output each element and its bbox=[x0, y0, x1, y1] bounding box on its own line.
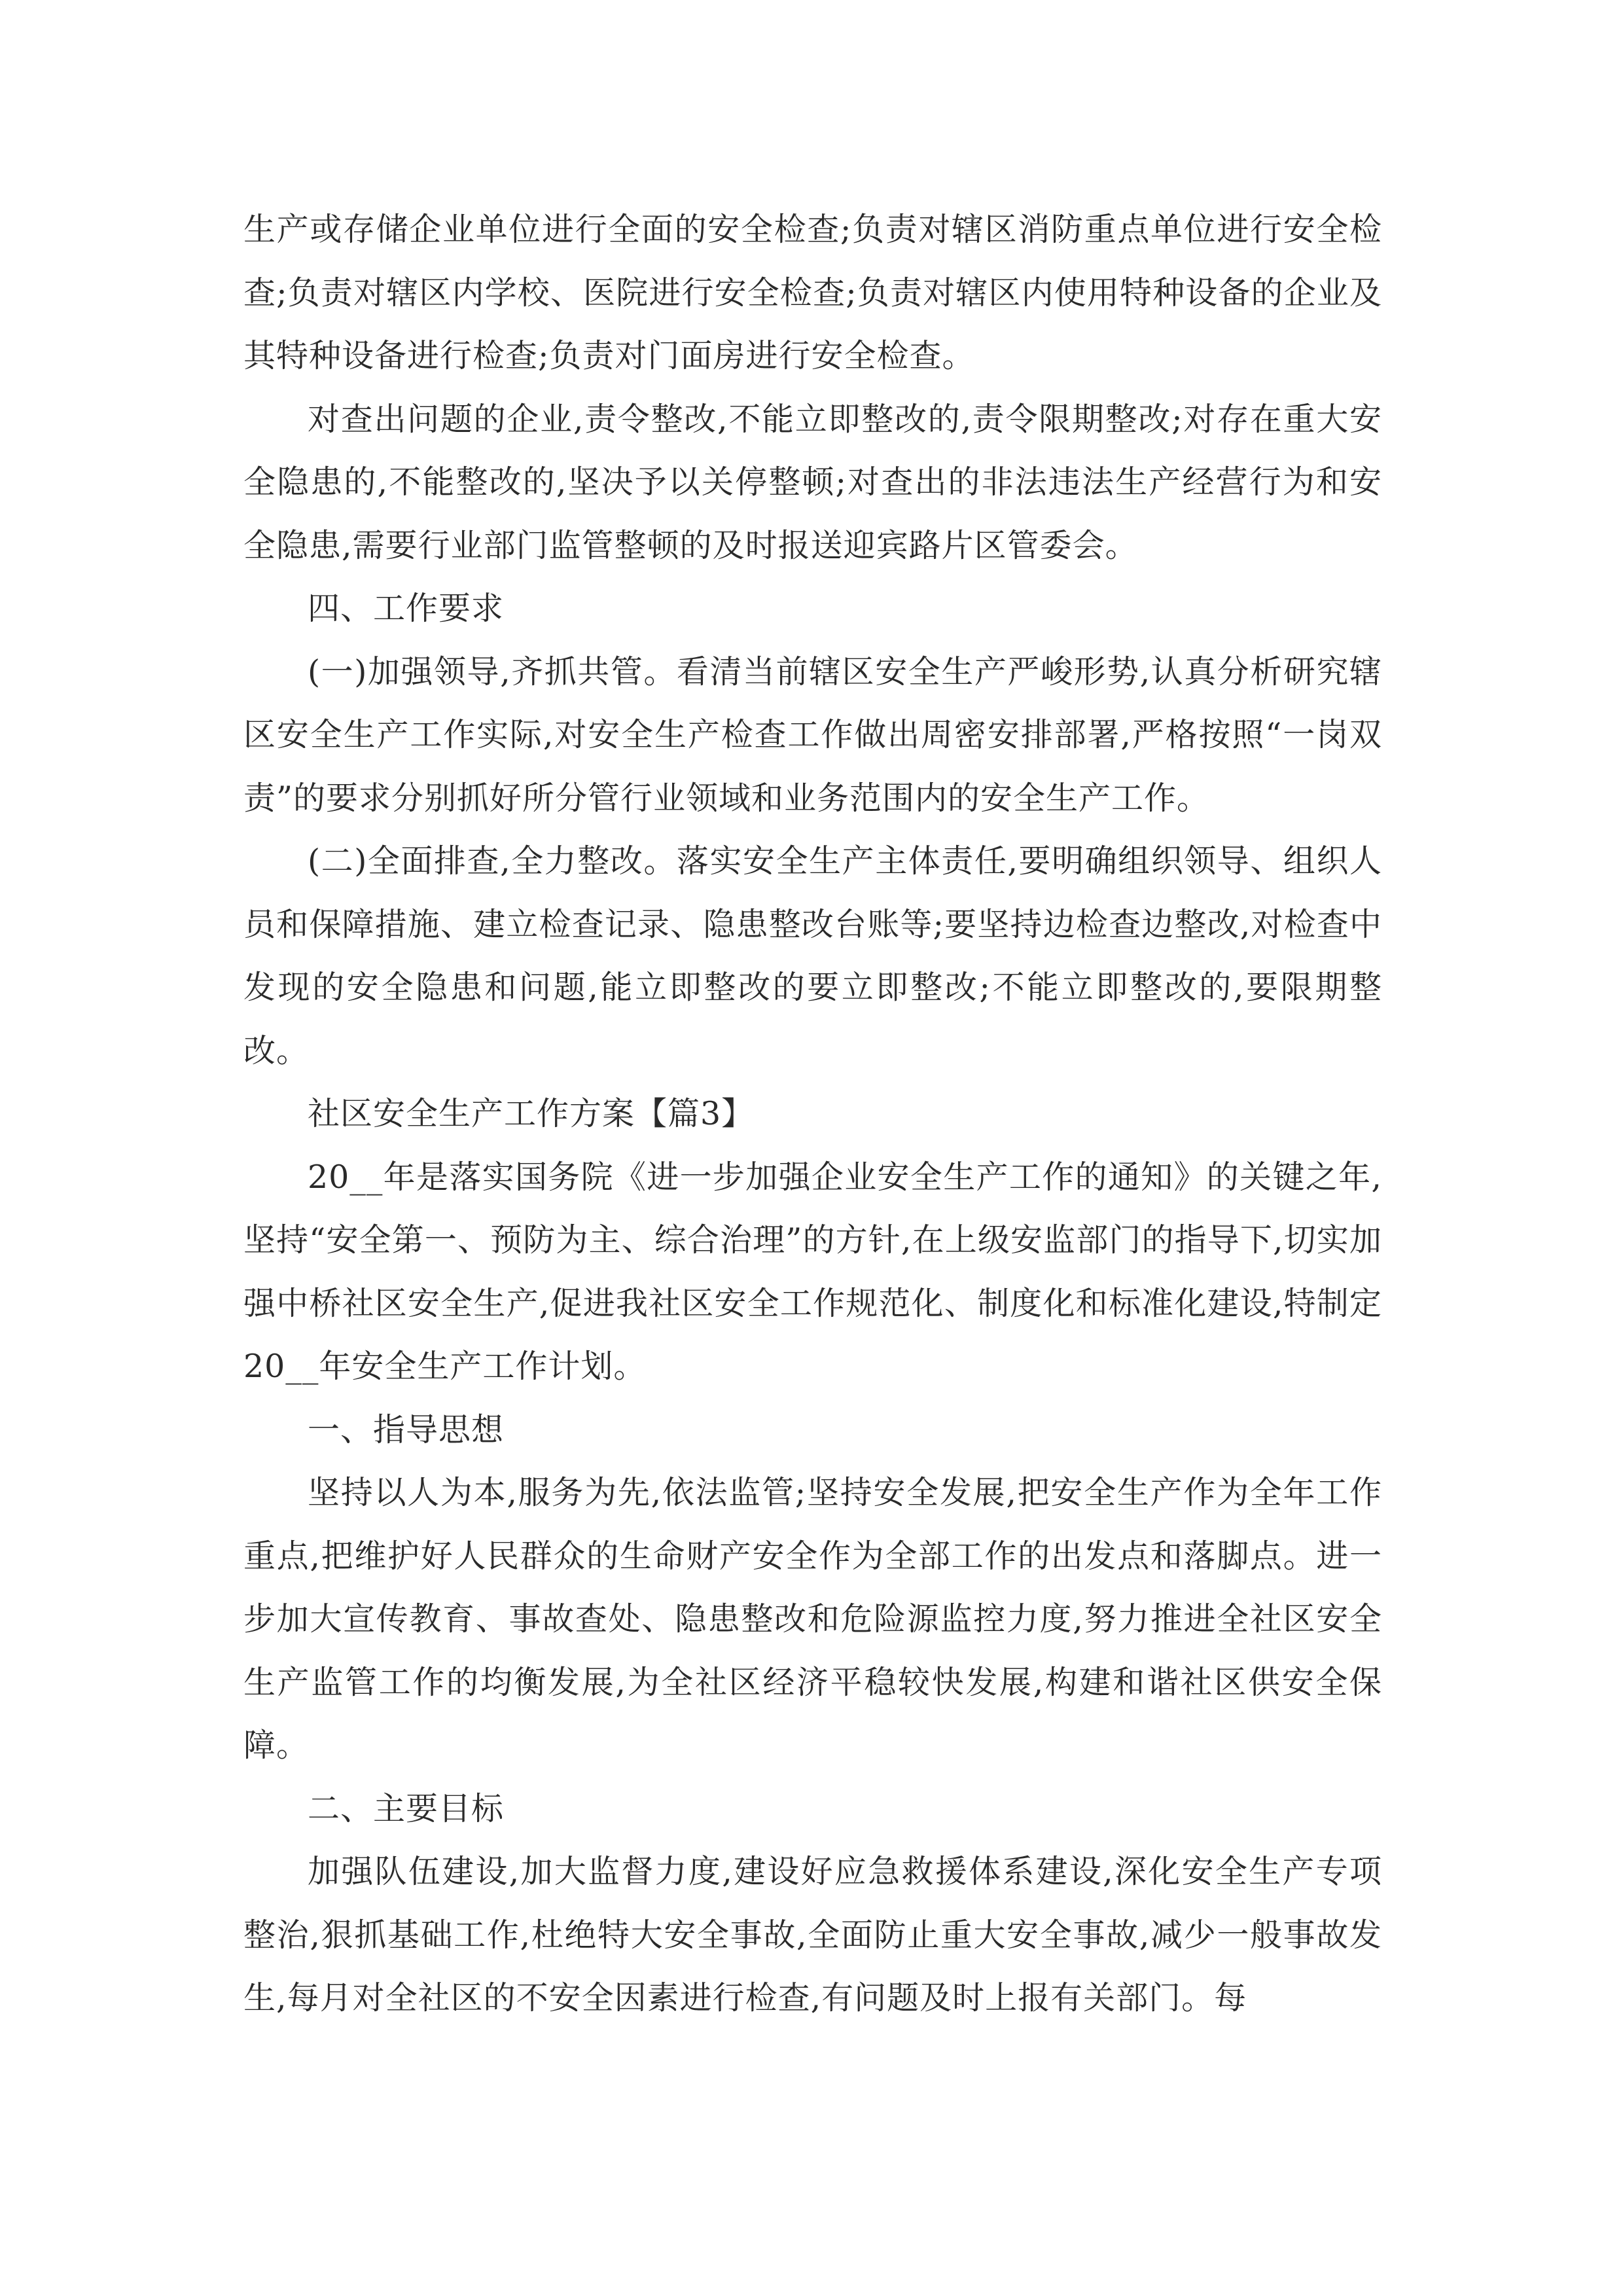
paragraph-4: (一)加强领导,齐抓共管。看清当前辖区安全生产严峻形势,认真分析研究辖区安全生产工作实际,对安全生产检查工作做出周密安排部署,严格按照“一岗双责”的要求分别抓好所分管行业领域和业务范围内的安全生产工作。 bbox=[243, 653, 1382, 817]
paragraph-11: 加强队伍建设,加大监督力度,建设好应急救援体系建设,深化安全生产专项整治,狠抓基础工作,杜绝特大安全事故,全面防止重大安全事故,减少一般事故发生,每月对全社区的不安全因素进行检查,有问题及时上报有关部门。每 bbox=[243, 1853, 1382, 2017]
paragraph-1: 生产或存储企业单位进行全面的安全检查;负责对辖区消防重点单位进行安全检查;负责对辖区内学校、医院进行安全检查;负责对辖区内使用特种设备的企业及其特种设备进行检查;负责对门面房进行安全检查。 bbox=[243, 211, 1382, 374]
document-title-part-3: 社区安全生产工作方案【篇3】 bbox=[308, 1095, 755, 1132]
section-heading-guiding-ideology: 一、指导思想 bbox=[308, 1410, 505, 1448]
paragraph-7: 20__年是落实国务院《进一步加强企业安全生产工作的通知》的关键之年,坚持“安全第一、预防为主、综合治理”的方针,在上级安监部门的指导下,切实加强中桥社区安全生产,促进我社区安全工作规范化、制度化和标准化建设,特制定20__年安全生产工作计划。 bbox=[243, 1158, 1382, 1385]
document-body bbox=[243, 198, 1382, 2030]
section-heading-main-goals: 二、主要目标 bbox=[308, 1789, 505, 1827]
section-heading-work-requirements: 四、工作要求 bbox=[308, 590, 505, 627]
paragraph-2: 对查出问题的企业,责令整改,不能立即整改的,责令限期整改;对存在重大安全隐患的,不能整改的,坚决予以关停整顿;对查出的非法违法生产经营行为和安全隐患,需要行业部门监管整顿的及时报送迎宾路片区管委会。 bbox=[243, 400, 1382, 564]
paragraph-5: (二)全面排查,全力整改。落实安全生产主体责任,要明确组织领导、组织人员和保障措施、建立检查记录、隐患整改台账等;要坚持边检查边整改,对检查中发现的安全隐患和问题,能立即整改的要立即整改;不能立即整改的,要限期整改。 bbox=[243, 842, 1382, 1069]
paragraph-9: 坚持以人为本,服务为先,依法监管;坚持安全发展,把安全生产作为全年工作重点,把维护好人民群众的生命财产安全作为全部工作的出发点和落脚点。进一步加大宣传教育、事故查处、隐患整改和危险源监控力度,努力推进全社区安全生产监管工作的均衡发展,为全社区经济平稳较快发展,构建和谐社区供安全保障。 bbox=[243, 1474, 1382, 1764]
